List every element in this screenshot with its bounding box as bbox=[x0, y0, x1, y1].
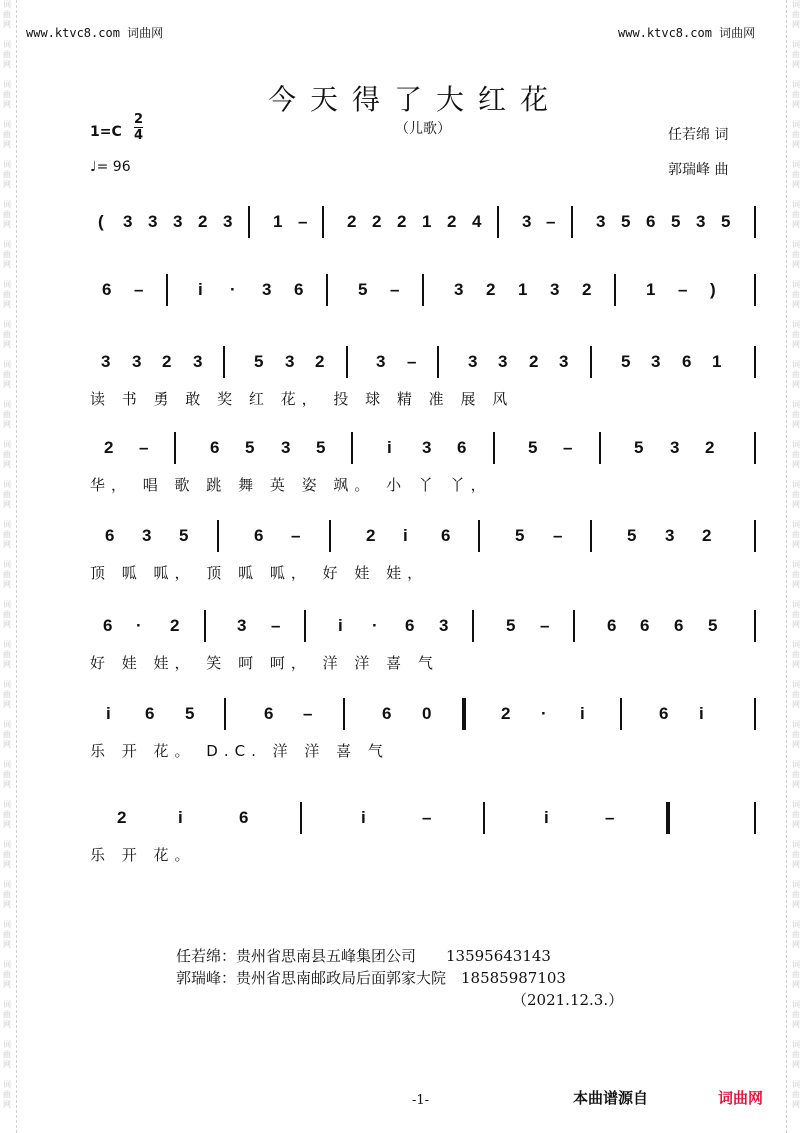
note: – bbox=[422, 808, 432, 827]
watermark-text: 词 曲 网 bbox=[792, 1000, 800, 1029]
note: 3 bbox=[193, 352, 203, 371]
note: 3 bbox=[132, 352, 142, 371]
barline bbox=[304, 610, 306, 642]
left-margin-line bbox=[16, 0, 17, 1133]
note: 4 bbox=[472, 212, 482, 231]
note: 2 bbox=[347, 212, 357, 231]
note: 5 bbox=[528, 438, 538, 457]
note: 6 bbox=[646, 212, 656, 231]
watermark-text: 词 曲 网 bbox=[792, 40, 800, 69]
note: 3 bbox=[468, 352, 478, 371]
contact-line-lyricist: 任若绵：贵州省思南县五峰集团公司 13595643143 bbox=[176, 947, 551, 965]
note: 2 bbox=[104, 438, 114, 457]
header-right: www.ktvc8.com 词曲网 bbox=[618, 26, 756, 40]
barline bbox=[326, 274, 328, 306]
note: 3 bbox=[285, 352, 295, 371]
note: 3 bbox=[696, 212, 706, 231]
barline bbox=[472, 610, 474, 642]
note: 0 bbox=[422, 704, 432, 723]
watermark-text: 词 曲 网 bbox=[3, 80, 11, 109]
note: 2 bbox=[582, 280, 592, 299]
note: 3 bbox=[262, 280, 272, 299]
time-signature: 2 4 bbox=[134, 112, 144, 143]
note: 6 bbox=[674, 616, 684, 635]
note: 2 bbox=[447, 212, 457, 231]
note: 3 bbox=[123, 212, 133, 231]
barline bbox=[217, 520, 219, 552]
note: – bbox=[390, 280, 400, 299]
page-title: 今天得了大红花 bbox=[268, 83, 563, 116]
note: ) bbox=[710, 280, 716, 299]
note: · bbox=[136, 616, 142, 635]
score-row bbox=[86, 204, 758, 268]
watermark-text: 词 曲 网 bbox=[3, 400, 11, 429]
source-label: 本曲谱源自 bbox=[573, 1089, 649, 1107]
score-row bbox=[86, 344, 758, 408]
barline bbox=[422, 274, 424, 306]
note-line bbox=[86, 518, 758, 552]
watermark-text: 词 曲 网 bbox=[792, 800, 800, 829]
note: 2 bbox=[372, 212, 382, 231]
note: i bbox=[699, 704, 704, 723]
note: 6 bbox=[607, 616, 617, 635]
note: 3 bbox=[237, 616, 247, 635]
note: 2 bbox=[366, 526, 376, 545]
lyricist-credit: 任若绵 词 bbox=[668, 127, 729, 143]
note: 2 bbox=[529, 352, 539, 371]
note: i bbox=[106, 704, 111, 723]
note: 5 bbox=[634, 438, 644, 457]
note-line bbox=[86, 344, 758, 378]
header-left: www.ktvc8.com 词曲网 bbox=[26, 26, 164, 40]
note-line bbox=[86, 204, 758, 238]
note: 3 bbox=[670, 438, 680, 457]
watermark-text: 词 曲 网 bbox=[792, 80, 800, 109]
note: 5 bbox=[179, 526, 189, 545]
barline bbox=[754, 274, 756, 306]
note: 5 bbox=[185, 704, 195, 723]
lyric-line: 乐 开 花。 D.C. 洋 洋 喜 气 bbox=[90, 742, 389, 760]
watermark-text: 词 曲 网 bbox=[3, 320, 11, 349]
lyric-line: 好 娃 娃， 笑 呵 呵， 洋 洋 喜 气 bbox=[90, 654, 439, 672]
barline bbox=[166, 274, 168, 306]
note: 6 bbox=[457, 438, 467, 457]
note: 5 bbox=[721, 212, 731, 231]
right-watermark bbox=[789, 0, 803, 1133]
watermark-text: 词 曲 网 bbox=[3, 1080, 11, 1109]
note-line bbox=[86, 608, 758, 642]
note: 2 bbox=[198, 212, 208, 231]
barline bbox=[590, 520, 592, 552]
watermark-text: 词 曲 网 bbox=[792, 640, 800, 669]
barline bbox=[571, 206, 573, 238]
date-stamp: （2021.12.3.） bbox=[512, 991, 624, 1009]
lyric-line: 乐 开 花。 bbox=[90, 846, 196, 864]
barline bbox=[478, 520, 480, 552]
note: – bbox=[678, 280, 688, 299]
note: 3 bbox=[651, 352, 661, 371]
barline bbox=[754, 432, 756, 464]
watermark-text: 词 曲 网 bbox=[792, 160, 800, 189]
barline bbox=[590, 346, 592, 378]
note: – bbox=[291, 526, 301, 545]
barline bbox=[493, 432, 495, 464]
watermark-text: 词 曲 网 bbox=[3, 480, 11, 509]
watermark-text: 词 曲 网 bbox=[792, 1080, 800, 1109]
note: 1 bbox=[518, 280, 528, 299]
note: 3 bbox=[550, 280, 560, 299]
note: 3 bbox=[223, 212, 233, 231]
watermark-text: 词 曲 网 bbox=[792, 200, 800, 229]
note: i bbox=[198, 280, 203, 299]
watermark-text: 词 曲 网 bbox=[3, 120, 11, 149]
watermark-text: 词 曲 网 bbox=[792, 720, 800, 749]
note: 3 bbox=[148, 212, 158, 231]
note: i bbox=[361, 808, 366, 827]
watermark-text: 词 曲 网 bbox=[792, 920, 800, 949]
note: 2 bbox=[486, 280, 496, 299]
watermark-text: 词 曲 网 bbox=[3, 360, 11, 389]
composer-credit: 郭瑞峰 曲 bbox=[668, 162, 729, 178]
note: 2 bbox=[705, 438, 715, 457]
watermark-text: 词 曲 网 bbox=[3, 680, 11, 709]
barline bbox=[223, 346, 225, 378]
note: 6 bbox=[103, 616, 113, 635]
note: 6 bbox=[682, 352, 692, 371]
note: 3 bbox=[422, 438, 432, 457]
barline bbox=[204, 610, 206, 642]
note: – bbox=[407, 352, 417, 371]
note: i bbox=[178, 808, 183, 827]
note: 6 bbox=[382, 704, 392, 723]
barline bbox=[329, 520, 331, 552]
left-watermark bbox=[0, 0, 14, 1133]
watermark-text: 词 曲 网 bbox=[3, 560, 11, 589]
note: · bbox=[230, 280, 236, 299]
note: – bbox=[605, 808, 615, 827]
barline bbox=[174, 432, 176, 464]
score-row bbox=[86, 608, 758, 672]
watermark-text: 词 曲 网 bbox=[3, 920, 11, 949]
watermark-text: 词 曲 网 bbox=[3, 200, 11, 229]
watermark-text: 词 曲 网 bbox=[792, 880, 800, 909]
note: 5 bbox=[506, 616, 516, 635]
contact-line-composer: 郭瑞峰：贵州省思南邮政局后面郭家大院 18585987103 bbox=[176, 969, 566, 987]
barline bbox=[754, 610, 756, 642]
note: i bbox=[403, 526, 408, 545]
note: 6 bbox=[640, 616, 650, 635]
note: – bbox=[540, 616, 550, 635]
watermark-text: 词 曲 网 bbox=[3, 960, 11, 989]
watermark-text: 词 曲 网 bbox=[3, 840, 11, 869]
watermark-text: 词 曲 网 bbox=[792, 120, 800, 149]
watermark-text: 词 曲 网 bbox=[792, 760, 800, 789]
barline bbox=[224, 698, 226, 730]
note: i bbox=[387, 438, 392, 457]
key-signature: 1=C bbox=[90, 124, 122, 140]
note: 2 bbox=[315, 352, 325, 371]
watermark-text: 词 曲 网 bbox=[3, 520, 11, 549]
barline bbox=[346, 346, 348, 378]
barline bbox=[351, 432, 353, 464]
note: 6 bbox=[264, 704, 274, 723]
note: 5 bbox=[627, 526, 637, 545]
note: 3 bbox=[454, 280, 464, 299]
watermark-text: 词 曲 网 bbox=[792, 560, 800, 589]
note: 6 bbox=[294, 280, 304, 299]
barline bbox=[483, 802, 485, 834]
note: 6 bbox=[659, 704, 669, 723]
watermark-text: 词 曲 网 bbox=[3, 600, 11, 629]
watermark-text: 词 曲 网 bbox=[792, 840, 800, 869]
note: – bbox=[298, 212, 308, 231]
note: 6 bbox=[210, 438, 220, 457]
barline bbox=[343, 698, 345, 730]
note: i bbox=[544, 808, 549, 827]
subtitle: （儿歌） bbox=[395, 121, 451, 137]
note: 5 bbox=[245, 438, 255, 457]
note: i bbox=[580, 704, 585, 723]
score-row bbox=[86, 696, 758, 760]
watermark-text: 词 曲 网 bbox=[792, 520, 800, 549]
note: 1 bbox=[646, 280, 656, 299]
watermark-text: 词 曲 网 bbox=[3, 240, 11, 269]
note-line bbox=[86, 800, 758, 834]
score-row bbox=[86, 518, 758, 582]
note: 3 bbox=[101, 352, 111, 371]
note: – bbox=[271, 616, 281, 635]
barline bbox=[573, 610, 575, 642]
note: 2 bbox=[501, 704, 511, 723]
note: 5 bbox=[621, 352, 631, 371]
barline bbox=[462, 698, 466, 730]
note: 2 bbox=[702, 526, 712, 545]
watermark-text: 词 曲 网 bbox=[792, 0, 800, 29]
watermark-text: 词 曲 网 bbox=[792, 960, 800, 989]
note: – bbox=[134, 280, 144, 299]
note: – bbox=[553, 526, 563, 545]
barline bbox=[754, 698, 756, 730]
lyric-line: 读 书 勇 敢 奖 红 花， 投 球 精 准 展 风 bbox=[90, 390, 514, 408]
note: – bbox=[139, 438, 149, 457]
watermark-text: 词 曲 网 bbox=[3, 720, 11, 749]
note: 3 bbox=[439, 616, 449, 635]
note: i bbox=[338, 616, 343, 635]
note: 5 bbox=[358, 280, 368, 299]
note: 3 bbox=[665, 526, 675, 545]
lyric-line: 顶 呱 呱， 顶 呱 呱， 好 娃 娃， bbox=[90, 564, 429, 582]
note: 2 bbox=[162, 352, 172, 371]
watermark-text: 词 曲 网 bbox=[792, 360, 800, 389]
note: 6 bbox=[105, 526, 115, 545]
note: – bbox=[546, 212, 556, 231]
note-line bbox=[86, 272, 758, 306]
watermark-text: 词 曲 网 bbox=[3, 40, 11, 69]
note: 3 bbox=[559, 352, 569, 371]
watermark-text: 词 曲 网 bbox=[3, 440, 11, 469]
barline bbox=[754, 520, 756, 552]
lyric-line: 华， 唱 歌 跳 舞 英 姿 飒。 小 丫 丫， bbox=[90, 476, 492, 494]
note: 5 bbox=[671, 212, 681, 231]
watermark-text: 词 曲 网 bbox=[3, 160, 11, 189]
right-margin-line bbox=[786, 0, 787, 1133]
note: 3 bbox=[498, 352, 508, 371]
watermark-text: 词 曲 网 bbox=[3, 0, 11, 29]
barline bbox=[437, 346, 439, 378]
note: 5 bbox=[254, 352, 264, 371]
watermark-text: 词 曲 网 bbox=[792, 280, 800, 309]
barline bbox=[322, 206, 324, 238]
note: 6 bbox=[145, 704, 155, 723]
score-row bbox=[86, 272, 758, 336]
watermark-text: 词 曲 网 bbox=[3, 880, 11, 909]
watermark-text: 词 曲 网 bbox=[3, 1000, 11, 1029]
watermark-text: 词 曲 网 bbox=[792, 240, 800, 269]
note: 1 bbox=[422, 212, 432, 231]
watermark-text: 词 曲 网 bbox=[792, 680, 800, 709]
tempo-marking: ♩= 96 bbox=[90, 159, 131, 175]
watermark-text: 词 曲 网 bbox=[792, 600, 800, 629]
note: 6 bbox=[405, 616, 415, 635]
watermark-text: 词 曲 网 bbox=[3, 280, 11, 309]
watermark-text: 词 曲 网 bbox=[792, 480, 800, 509]
barline bbox=[599, 432, 601, 464]
barline bbox=[497, 206, 499, 238]
note: 2 bbox=[117, 808, 127, 827]
note: · bbox=[541, 704, 547, 723]
watermark-text: 词 曲 网 bbox=[3, 1040, 11, 1069]
note: · bbox=[372, 616, 378, 635]
note: 6 bbox=[239, 808, 249, 827]
note: 6 bbox=[254, 526, 264, 545]
barline bbox=[300, 802, 302, 834]
note: – bbox=[563, 438, 573, 457]
note: 2 bbox=[170, 616, 180, 635]
page-number: -1- bbox=[412, 1093, 430, 1108]
note: 5 bbox=[708, 616, 718, 635]
note: 6 bbox=[441, 526, 451, 545]
note: 6 bbox=[102, 280, 112, 299]
note: 3 bbox=[281, 438, 291, 457]
note: – bbox=[303, 704, 313, 723]
watermark-text: 词 曲 网 bbox=[792, 320, 800, 349]
barline bbox=[614, 274, 616, 306]
note-line bbox=[86, 430, 758, 464]
barline bbox=[754, 206, 756, 238]
barline bbox=[754, 346, 756, 378]
note: 3 bbox=[522, 212, 532, 231]
score-row bbox=[86, 800, 758, 864]
watermark-text: 词 曲 网 bbox=[3, 760, 11, 789]
watermark-text: 词 曲 网 bbox=[3, 640, 11, 669]
note: 3 bbox=[173, 212, 183, 231]
watermark-text: 词 曲 网 bbox=[792, 400, 800, 429]
barline bbox=[666, 802, 670, 834]
note: 5 bbox=[621, 212, 631, 231]
watermark-text: 词 曲 网 bbox=[792, 1040, 800, 1069]
watermark-text: 词 曲 网 bbox=[3, 800, 11, 829]
note: 3 bbox=[142, 526, 152, 545]
note: 1 bbox=[273, 212, 283, 231]
watermark-text: 词 曲 网 bbox=[792, 440, 800, 469]
note-line bbox=[86, 696, 758, 730]
barline bbox=[248, 206, 250, 238]
note: 1 bbox=[712, 352, 722, 371]
note: 5 bbox=[316, 438, 326, 457]
barline bbox=[754, 802, 756, 834]
barline bbox=[620, 698, 622, 730]
score-row bbox=[86, 430, 758, 494]
note: 5 bbox=[515, 526, 525, 545]
note: 3 bbox=[376, 352, 386, 371]
note: 2 bbox=[397, 212, 407, 231]
note: 3 bbox=[596, 212, 606, 231]
note: ( bbox=[98, 212, 104, 231]
source-brand: 词曲网 bbox=[718, 1089, 764, 1107]
